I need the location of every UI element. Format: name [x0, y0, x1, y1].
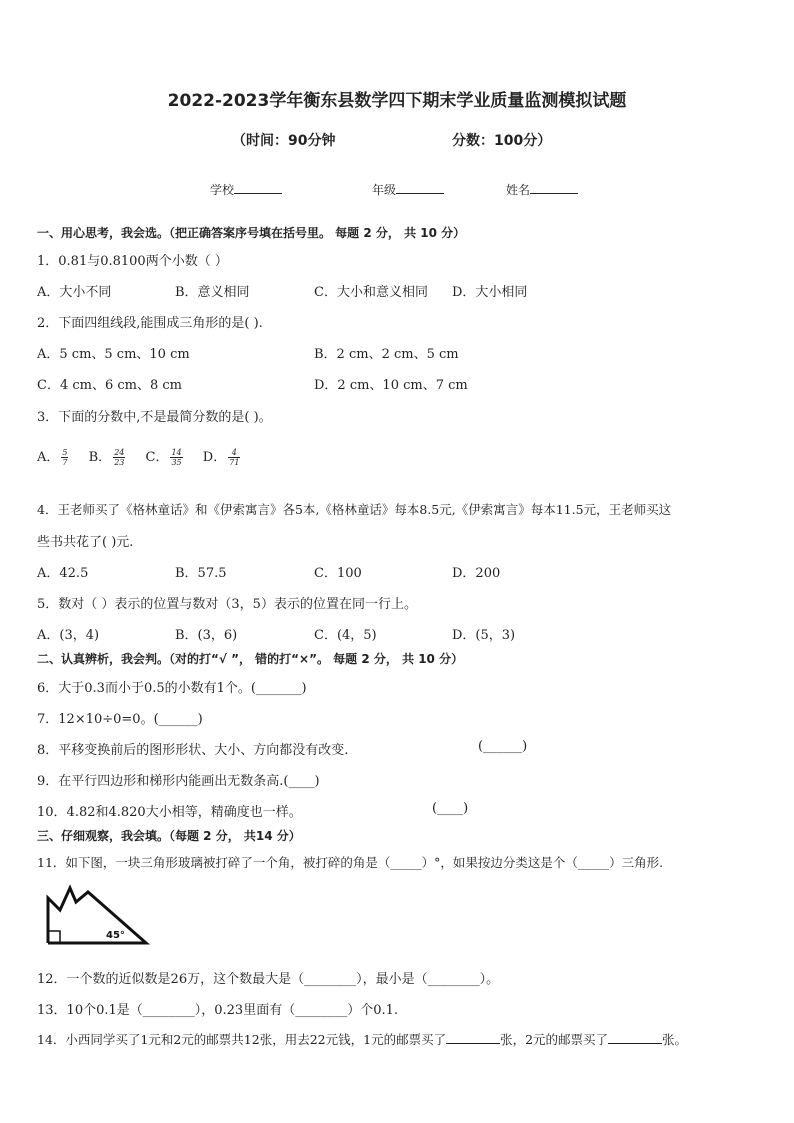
q4-option-a: A．42.5	[37, 566, 89, 581]
q2-stem: 2．下面四组线段,能围成三角形的是( ).	[37, 316, 263, 331]
q14-blank-2	[608, 1031, 662, 1044]
grade-label: 年级	[372, 183, 397, 197]
fraction-numerator: 14	[171, 448, 182, 457]
q2-option-d: D．2 cm、10 cm、7 cm	[314, 378, 468, 393]
q4-option-c: C．100	[314, 566, 362, 581]
name-blank	[530, 183, 578, 194]
q10-stem: 10．4.82和4.820大小相等，精确度也一样。	[37, 805, 302, 820]
fraction-numerator: 4	[228, 448, 240, 458]
q4-stem-line2: 些书共花了( )元.	[37, 535, 134, 550]
q3-option-a-fraction	[61, 448, 68, 467]
q5-stem: 5．数对（ ）表示的位置与数对（3，5）表示的位置在同一行上。	[37, 597, 417, 612]
right-angle-mark	[48, 931, 60, 943]
fraction-numerator: 24	[114, 448, 125, 457]
q5-option-c: C．(4，5)	[314, 628, 377, 643]
q1-stem: 1．0.81与0.8100两个小数（ ）	[37, 254, 228, 269]
q3-option-d-fraction	[228, 448, 240, 467]
fraction-numerator: 5	[62, 448, 68, 457]
q1-option-c: C．大小和意义相同	[314, 285, 428, 300]
page-title: 2022-2023学年衡东县数学四下期末学业质量监测模拟试题	[167, 91, 627, 111]
q3-option-a-label: A．	[37, 450, 60, 465]
q12-stem: 12．一个数的近似数是26万，这个数最大是（________），最小是（________）。	[37, 972, 500, 987]
exam-score: 分数：100分）	[452, 133, 552, 149]
school-label: 学校	[210, 183, 235, 197]
q3-option-b-label: B．	[88, 450, 112, 465]
q2-option-b: B．2 cm、2 cm、5 cm	[314, 347, 459, 362]
school-blank	[234, 183, 282, 194]
q8-stem: 8．平移变换前后的图形形状、大小、方向都没有改变.	[37, 743, 349, 758]
q5-option-d: D．(5，3)	[452, 628, 516, 643]
q14-part2: 张，2元的邮票买了	[500, 1032, 609, 1047]
q2-option-a: A．5 cm、5 cm、10 cm	[37, 347, 190, 362]
section-3-heading: 三、仔细观察，我会填。（每题 2 分， 共14 分）	[37, 829, 301, 843]
q3-option-b-fraction	[113, 448, 125, 467]
q10-answer-blank: (____)	[432, 801, 469, 816]
q3-option-c-label: C．	[145, 450, 169, 465]
q4-option-d: D．200	[452, 566, 501, 581]
q14-blank-1	[446, 1031, 500, 1044]
q3-option-c-fraction	[170, 448, 182, 467]
grade-field	[372, 181, 444, 198]
q2-option-c: C．4 cm、6 cm、8 cm	[37, 378, 182, 393]
q13-stem: 13．10个0.1是（________），0.23里面有（________）个0.1.	[37, 1003, 399, 1018]
q9-stem: 9．在平行四边形和梯形内能画出无数条高.(____)	[37, 774, 320, 789]
q1-option-d: D．大小相同	[452, 285, 528, 300]
q1-option-b: B．意义相同	[175, 285, 250, 300]
q3-options	[37, 446, 242, 467]
q14-part3: 张。	[662, 1032, 688, 1047]
broken-triangle-figure	[44, 882, 152, 946]
q3-option-d-label: D．	[202, 450, 227, 465]
section-2-heading: 二、认真辨析，我会判。（对的打“√ ”， 错的打“×”。 每题 2 分， 共 10 分）	[37, 652, 464, 666]
q5-option-b: B．(3，6)	[175, 628, 238, 643]
section-1-heading: 一、用心思考，我会选。（把正确答案序号填在括号里。 每题 2 分， 共 10 分）	[37, 226, 466, 240]
fraction-denominator: 7	[62, 458, 68, 467]
triangle-outline	[48, 888, 146, 943]
q11-stem: 11．如下图，一块三角形玻璃被打碎了一个角，被打碎的角是（_____）°，如果按边分类这是个（_____）三角形.	[37, 855, 664, 870]
name-label: 姓名	[506, 183, 531, 197]
q4-option-b: B．57.5	[175, 566, 227, 581]
q8-answer-blank: (______)	[478, 739, 528, 754]
q1-option-a: A．大小不同	[37, 285, 112, 300]
grade-blank	[396, 183, 444, 194]
school-field	[210, 181, 282, 198]
q6-stem: 6．大于0.3而小于0.5的小数有1个。(_______)	[37, 681, 307, 696]
q5-option-a: A．(3，4)	[37, 628, 100, 643]
q3-stem: 3．下面的分数中,不是最简分数的是( )。	[37, 410, 272, 425]
fraction-denominator: 71	[229, 458, 240, 467]
q14-part1: 14．小西同学买了1元和2元的邮票共12张，用去22元钱，1元的邮票买了	[37, 1032, 447, 1047]
name-field	[506, 181, 578, 198]
q7-stem: 7．12×10÷0=0。(______)	[37, 712, 203, 727]
q4-stem-line1: 4．王老师买了《格林童话》和《伊索寓言》各5本,《格林童话》每本8.5元,《伊索寓言》每本11.5元，王老师买这	[37, 502, 672, 517]
fraction-denominator: 23	[114, 458, 125, 467]
q14-stem	[37, 1030, 687, 1048]
angle-label: 45°	[106, 930, 125, 941]
exam-time: （时间：90分钟	[232, 133, 336, 149]
fraction-denominator: 35	[171, 458, 182, 467]
